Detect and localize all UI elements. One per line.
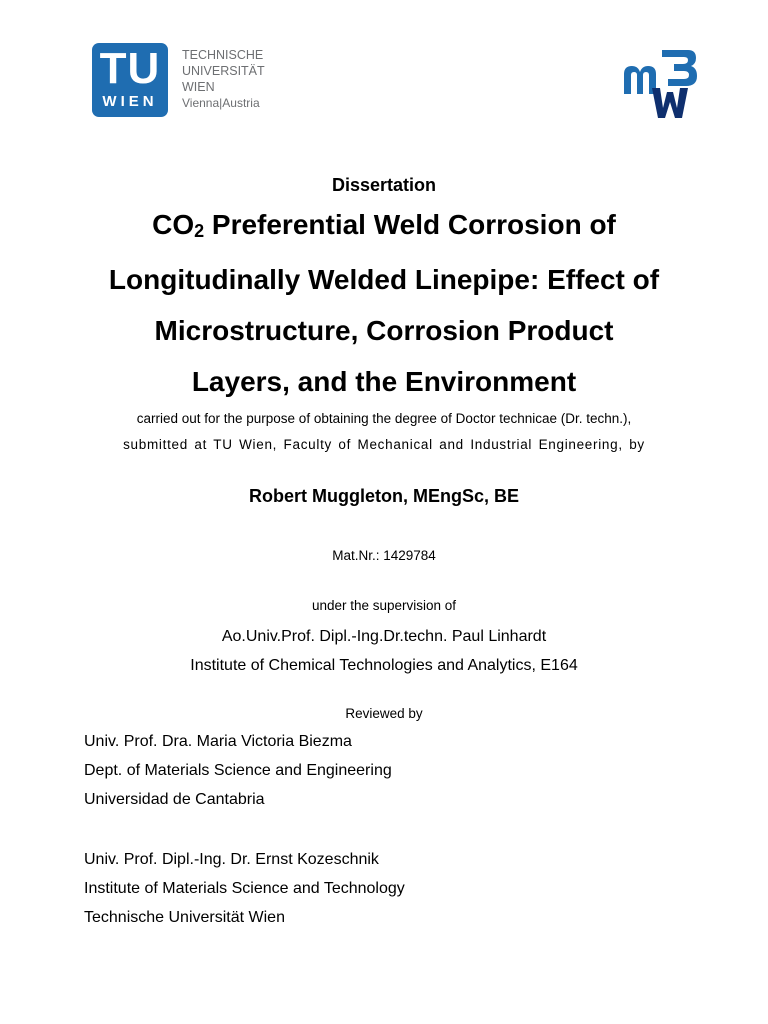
supervisor-name: Ao.Univ.Prof. Dipl.-Ing.Dr.techn. Paul Linhardt (221, 628, 547, 645)
title-line-1 (0, 199, 768, 254)
mbw-faculty-logo-icon (622, 48, 700, 120)
title-co: CO (152, 209, 195, 240)
reviewer-university: Universidad de Cantabria (84, 791, 265, 808)
tu-logo-wordmark: WIEN (102, 93, 158, 110)
reviewer-name: Univ. Prof. Dipl.-Ing. Dr. Ernst Kozeschnik (84, 851, 379, 868)
supervisor-block (0, 622, 768, 680)
tu-logo-text (182, 47, 265, 111)
purpose-line-2: submitted at TU Wien, Faculty of Mechanical and Industrial Engineering, by (123, 437, 645, 452)
document-type-label: Dissertation (331, 175, 437, 195)
title-line-4: Layers, and the Environment (191, 366, 577, 397)
supervision-label: under the supervision of (311, 598, 457, 613)
tu-logo-line3: WIEN (182, 80, 215, 94)
author-name: Robert Muggleton, MEngSc, BE (249, 486, 519, 506)
tu-logo-line2: UNIVERSITÄT (182, 64, 265, 78)
reviewer-name: Univ. Prof. Dra. Maria Victoria Biezma (84, 733, 352, 750)
tu-logo-badge (92, 43, 168, 117)
reviewer-block (84, 845, 405, 932)
matriculation-number: Mat.Nr.: 1429784 (332, 548, 436, 563)
purpose-line-1: carried out for the purpose of obtaining the degree of Doctor technicae (Dr. techn.), (136, 411, 632, 426)
tu-logo-line1: TECHNISCHE (182, 48, 264, 62)
dissertation-title (0, 199, 768, 407)
reviewer-university: Technische Universität Wien (84, 909, 285, 926)
reviewer-department: Institute of Materials Science and Technology (84, 880, 405, 897)
reviewed-by-label: Reviewed by (345, 706, 423, 721)
tu-logo-letters: TU (99, 44, 161, 93)
tu-logo-line4: Vienna|Austria (182, 96, 260, 110)
degree-purpose (0, 406, 768, 458)
reviewer-block (84, 727, 392, 814)
title-line-2: Longitudinally Welded Linepipe: Effect of (108, 264, 660, 295)
reviewer-department: Dept. of Materials Science and Engineering (84, 762, 392, 779)
title-line-3: Microstructure, Corrosion Product (154, 315, 614, 346)
title-line1-rest: Preferential Weld Corrosion of (204, 209, 616, 240)
supervisor-institute: Institute of Chemical Technologies and Analytics, E164 (190, 657, 578, 674)
title-subscript: 2 (194, 221, 205, 241)
